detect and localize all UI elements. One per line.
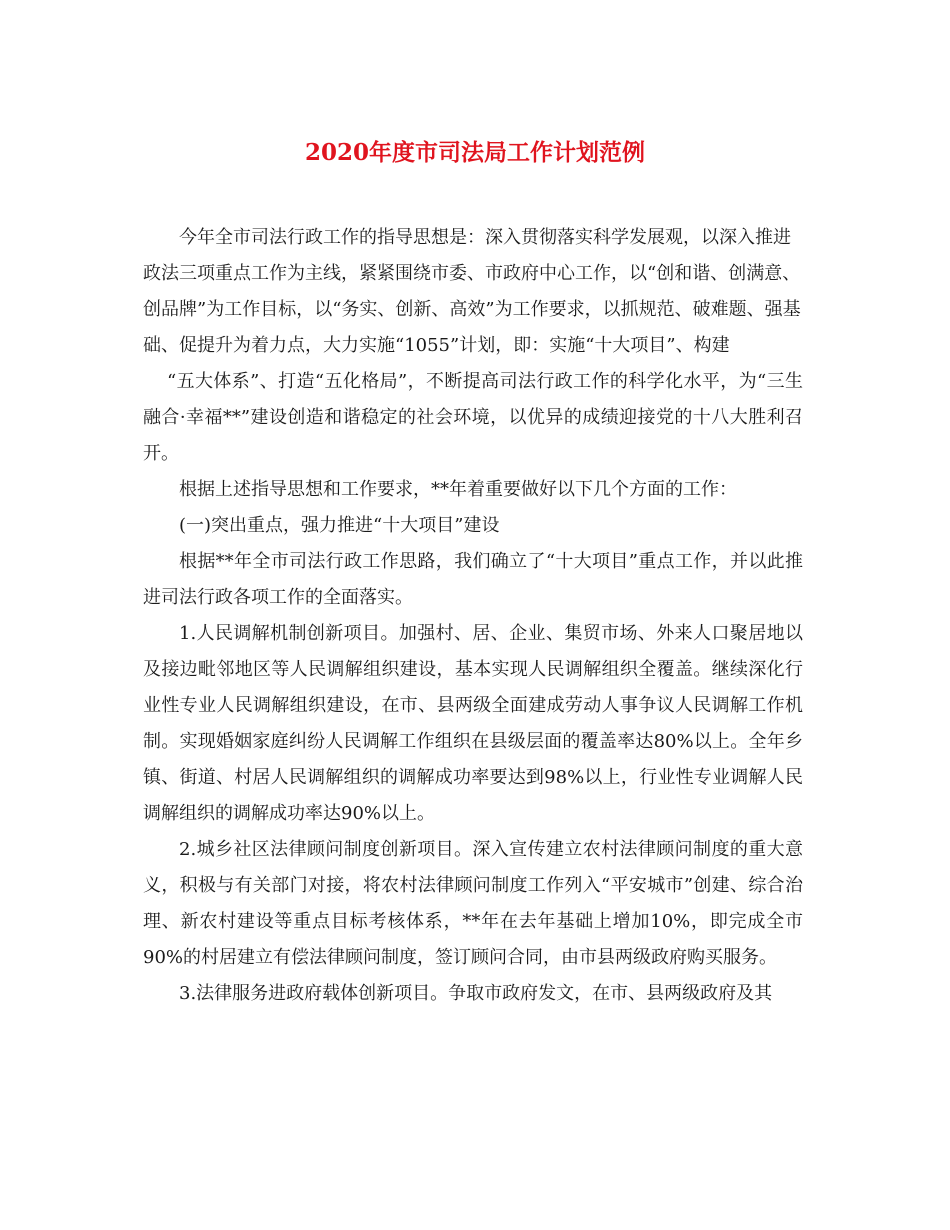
section-heading-1: (一)突出重点，强力推进“十大项目”建设	[179, 515, 500, 536]
document-body	[143, 220, 803, 1012]
paragraph-item-2: 2.城乡社区法律顾问制度创新项目。深入宣传建立农村法律顾问制度的重大意义，积极与有关部门对接，将农村法律顾问制度工作列入“平安城市”创建、综合治理、新农村建设等重点目标考核体系，**年在去年基础上增加10%，即完成全市90%的村居建立有偿法律顾问制度，签订顾问合同，由市县两级政府购买服务。	[143, 839, 803, 968]
document-title: 2020年度市司法局工作计划范例	[304, 139, 645, 166]
paragraph-item-3: 3.法律服务进政府载体创新项目。争取市政府发文，在市、县两级政府及其	[179, 983, 773, 1004]
paragraph-ten-projects: 根据**年全市司法行政工作思路，我们确立了“十大项目”重点工作，并以此推进司法行政各项工作的全面落实。	[143, 551, 803, 608]
paragraph-guiding-thought-continued: “五大体系”、打造“五化格局”，不断提高司法行政工作的科学化水平，为“三生融合·幸福**”建设创造和谐稳定的社会环境，以优异的成绩迎接党的十八大胜利召开。	[143, 371, 803, 464]
paragraph-item-1: 1.人民调解机制创新项目。加强村、居、企业、集贸市场、外来人口聚居地以及接边毗邻地区等人民调解组织建设，基本实现人民调解组织全覆盖。继续深化行业性专业人民调解组织建设，在市、县两级全面建成劳动人事争议人民调解工作机制。实现婚姻家庭纠纷人民调解工作组织在县级层面的覆盖率达80%以上。全年乡镇、街道、村居人民调解组织的调解成功率要达到98%以上，行业性专业调解人民调解组织的调解成功率达90%以上。	[143, 623, 803, 824]
paragraph-guiding-thought: 今年全市司法行政工作的指导思想是：深入贯彻落实科学发展观，以深入推进政法三项重点工作为主线，紧紧围绕市委、市政府中心工作，以“创和谐、创满意、创品牌”为工作目标，以“务实、创新、高效”为工作要求，以抓规范、破难题、强基础、促提升为着力点，大力实施“1055”计划，即：实施“十大项目”、构建	[143, 227, 801, 356]
paragraph-work-intro: 根据上述指导思想和工作要求，**年着重要做好以下几个方面的工作：	[179, 479, 737, 500]
